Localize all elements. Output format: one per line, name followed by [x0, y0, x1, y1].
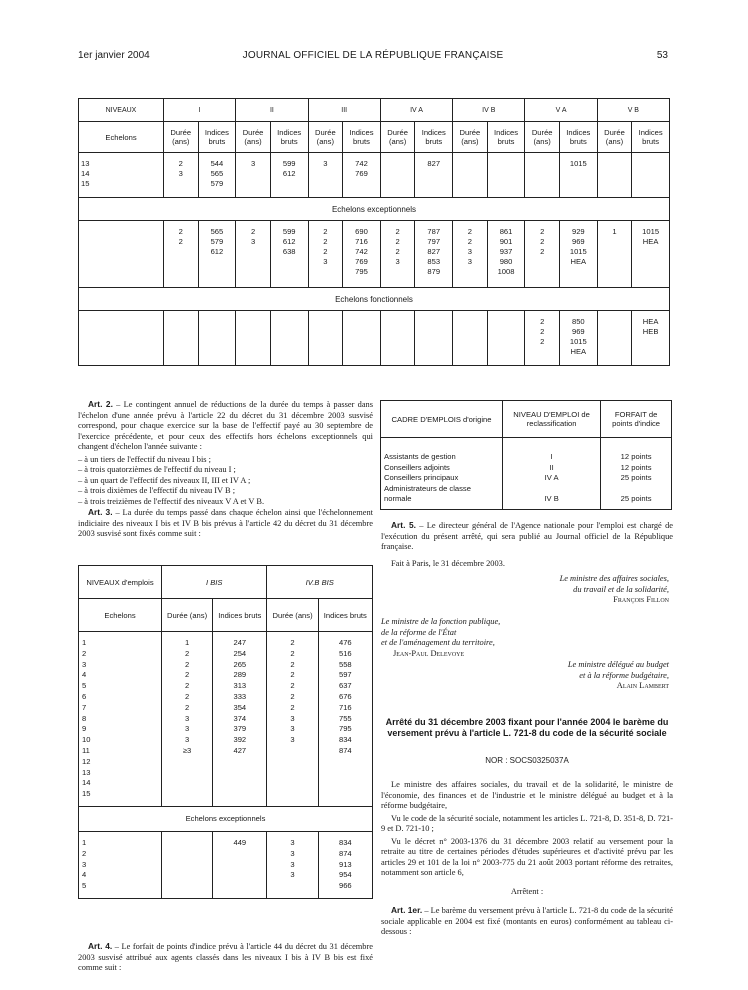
art4-paragraph	[78, 941, 373, 976]
level-header: IV A	[380, 99, 452, 122]
visa-1: Vu le code de la sécurité sociale, notamment les articles L. 721-8, D. 351-8, D. 721-9 et D. 721-10 ;	[381, 813, 673, 833]
bullet-item: – à trois treizièmes de l'effectif des niveaux V A et V B.	[78, 496, 265, 506]
echelon-labels-empty	[79, 311, 164, 366]
level-header: IV.B BIS	[267, 566, 373, 599]
indices-values: 1015	[559, 153, 597, 198]
level-header: V B	[597, 99, 669, 122]
indices-header: Indices bruts	[270, 122, 308, 153]
duree-header: Durée (ans)	[236, 122, 271, 153]
section-exceptionnels: Echelons exceptionnels	[79, 198, 670, 221]
duree-values: 3 3 3 3	[267, 831, 318, 898]
art3-label: Art. 3.	[88, 507, 113, 517]
niveau-header: NIVEAU D'EMPLOI de reclassification	[503, 401, 601, 438]
indices-values: 476 516 558 597 637 676 716 755 795 834 874	[318, 632, 372, 807]
indices-values: 850 969 1015 HEA	[559, 311, 597, 366]
echelon-labels-empty	[79, 221, 164, 288]
indices-header: Indices bruts	[559, 122, 597, 153]
duree-values	[380, 311, 415, 366]
duree-header: Durée (ans)	[453, 122, 488, 153]
indices-values: 247 254 265 289 313 333 354 374 379 392 427	[213, 632, 267, 807]
indices-values: 565 579 612	[198, 221, 236, 288]
forfait-header: FORFAIT de points d'indice	[601, 401, 672, 438]
duree-values: 2 3	[164, 153, 199, 198]
level-header: I BIS	[162, 566, 267, 599]
art5-paragraph	[381, 520, 673, 571]
signatory-name: Alain Lambert	[616, 681, 669, 690]
duree-values	[453, 153, 488, 198]
ibis-table	[78, 565, 373, 899]
forfait-values: 12 points 12 points 25 points 25 points	[601, 438, 672, 510]
indices-header: Indices bruts	[318, 599, 372, 632]
indices-values	[343, 311, 381, 366]
duree-values: 2 2 3 3	[453, 221, 488, 288]
arrete-body	[381, 780, 673, 940]
duree-values	[380, 153, 415, 198]
duree-values: 2 2 2 3	[308, 221, 343, 288]
indices-values: 599 612	[270, 153, 308, 198]
duree-values: 3	[236, 153, 271, 198]
duree-values: 1 2 2 2 2 2 2 3 3 3 ≥3	[162, 632, 213, 807]
bullet-item: – à trois quatorzièmes de l'effectif du niveau I ;	[78, 465, 236, 474]
bullet-item: – à un tiers de l'effectif du niveau I bis ;	[78, 454, 211, 464]
level-header: V A	[525, 99, 597, 122]
indices-values	[415, 311, 453, 366]
preamble: Le ministre des affaires sociales, du travail et de la solidarité, le ministre de l'économie, des finances et de l'industrie et le ministre délégué au budget et à la réforme budgétaire,	[381, 780, 673, 810]
bullet-item: – à trois dixièmes de l'effectif du niveau IV B ;	[78, 486, 236, 495]
indices-values	[198, 311, 236, 366]
indices-values: 861 901 937 980 1008	[487, 221, 525, 288]
art5-label: Art. 5.	[391, 520, 416, 530]
indices-values: 690 716 742 769 795	[343, 221, 381, 288]
arretent: Arrêtent :	[510, 886, 544, 896]
duree-header: Durée (ans)	[164, 122, 199, 153]
level-header: II	[236, 99, 308, 122]
duree-values: 2 2 2 2 2 2 2 3 3 3	[267, 632, 318, 807]
indices-header: Indices bruts	[343, 122, 381, 153]
duree-values	[164, 311, 199, 366]
art2-text: – Le contingent annuel de réductions de la durée du temps à passer dans l'échelon d'une année prévu à l'article 22 du décret du 31 décembre 2003 susvisé correspond, pour chaque exercice sur la base de l'effectif payé au 30 septembre de l'exercice précédente, et pour ceux des effectifs hors échelons exceptionnels qui changent d'échelon l'année suivante :	[78, 400, 373, 451]
duree-header: Durée (ans)	[525, 122, 560, 153]
duree-header: Durée (ans)	[308, 122, 343, 153]
signatory-name: Jean-Paul Delevoye	[393, 648, 465, 658]
page-number: 53	[656, 50, 668, 61]
duree-values	[525, 153, 560, 198]
left-column-text	[78, 399, 373, 542]
signature-block-2	[381, 617, 581, 659]
level-header: IV B	[453, 99, 525, 122]
indices-values	[487, 153, 525, 198]
duree-header: Durée (ans)	[267, 599, 318, 632]
art4-label: Art. 4.	[88, 941, 113, 951]
echelon-labels: 13 14 15	[79, 153, 164, 198]
art2-label: Art. 2.	[88, 399, 113, 409]
indices-header: Indices bruts	[487, 122, 525, 153]
indices-values: HEA HEB	[632, 311, 670, 366]
duree-values: 1	[597, 221, 632, 288]
indices-values: 827	[415, 153, 453, 198]
duree-values	[236, 311, 271, 366]
level-header: I	[164, 99, 236, 122]
section-fonctionnels: Echelons fonctionnels	[79, 288, 670, 311]
signatory-name: François Fillon	[613, 595, 669, 604]
indices-values	[632, 153, 670, 198]
cadre-header: CADRE D'EMPLOIS d'origine	[381, 401, 503, 438]
art4-text: – Le forfait de points d'indice prévu à l'article 44 du décret du 31 décembre 2003 susvisé attribué aux agents classés dans les niveaux I bis à IV B bis est fixé comme suit :	[78, 942, 373, 972]
signature-block-1	[381, 574, 669, 606]
cadre-values: Assistants de gestion Conseillers adjoints Conseillers principaux Administrateurs de classe normale	[381, 438, 503, 510]
duree-values: 2 2 2 3	[380, 221, 415, 288]
indices-values: 1015 HEA	[632, 221, 670, 288]
art3-text: – La durée du temps passé dans chaque échelon ainsi que l'échelonnement indiciaire des niveaux I bis et IV B bis prévus à l'article 42 du décret du 31 décembre 2003 susvisé sont fixés comme suit :	[78, 508, 373, 538]
indices-header: Indices bruts	[198, 122, 236, 153]
niveau-values: I II IV A IV B	[503, 438, 601, 510]
echelons-header: Echelons	[79, 599, 162, 632]
indices-values: 742 769	[343, 153, 381, 198]
indices-header: Indices bruts	[415, 122, 453, 153]
signatory-title: Le ministre de la fonction publique, de la réforme de l'État et de l'aménagement du territoire,	[381, 617, 501, 647]
fait-a-paris: Fait à Paris, le 31 décembre 2003.	[391, 558, 505, 568]
duree-values	[453, 311, 488, 366]
duree-values: 2 2 2	[525, 311, 560, 366]
level-header: III	[308, 99, 380, 122]
indices-values	[270, 311, 308, 366]
art1-text: – Le barème du versement prévu à l'article L. 721-8 du code de la sécurité sociale applicable en 2004 est fixé (montants en euros) conformément au tableau ci-dessous :	[381, 906, 673, 936]
indices-values: 449	[213, 831, 267, 898]
header-date: 1er janvier 2004	[78, 50, 150, 61]
art1-label: Art. 1er.	[391, 905, 423, 915]
niveaux-header: NIVEAUX	[79, 99, 164, 122]
echelons-table	[78, 98, 670, 366]
indices-values: 929 969 1015 HEA	[559, 221, 597, 288]
duree-header: Durée (ans)	[597, 122, 632, 153]
duree-values: 3	[308, 153, 343, 198]
duree-values: 2 2 2	[525, 221, 560, 288]
duree-values	[162, 831, 213, 898]
duree-values: 2 2	[164, 221, 199, 288]
niveaux-emplois-header: NIVEAUX d'emplois	[79, 566, 162, 599]
arrete-title: Arrêté du 31 décembre 2003 fixant pour l'année 2004 le barème du versement prévu à l'article L. 721-8 du code de la sécurité sociale	[385, 717, 669, 738]
duree-header: Durée (ans)	[380, 122, 415, 153]
signatory-title: Le ministre des affaires sociales, du travail et de la solidarité,	[559, 574, 669, 594]
indices-values	[487, 311, 525, 366]
section-exceptionnels: Echelons exceptionnels	[79, 806, 373, 831]
indices-values: 544 565 579	[198, 153, 236, 198]
journal-title: JOURNAL OFFICIEL DE LA RÉPUBLIQUE FRANÇAISE	[242, 50, 504, 61]
signature-block-3	[381, 660, 669, 692]
bullet-item: – à un quart de l'effectif des niveaux II, III et IV A ;	[78, 475, 251, 485]
duree-header: Durée (ans)	[162, 599, 213, 632]
duree-values: 2 3	[236, 221, 271, 288]
visa-2: Vu le décret n° 2003-1376 du 31 décembre 2003 relatif au versement pour la retraite au titre de certaines périodes d'études supérieures et d'activité prévu par les articles 29 et 101 de la loi n° 2003-775 du 21 août 2003 portant réforme des retraites, notamment son article 6,	[381, 836, 673, 877]
indices-values: 834 874 913 954 966	[318, 831, 372, 898]
indices-values: 599 612 638	[270, 221, 308, 288]
indices-header: Indices bruts	[213, 599, 267, 632]
duree-values	[597, 311, 632, 366]
echelon-labels: 1 2 3 4 5	[79, 831, 162, 898]
signatory-title: Le ministre délégué au budget et à la réforme budgétaire,	[567, 660, 669, 680]
echelon-labels: 1 2 3 4 5 6 7 8 9 10 11 12 13 14 15	[79, 632, 162, 807]
nor-reference: NOR : SOCS0325037A	[485, 756, 569, 765]
duree-values	[597, 153, 632, 198]
indices-header: Indices bruts	[632, 122, 670, 153]
indices-values: 787 797 827 853 879	[415, 221, 453, 288]
echelons-header: Echelons	[79, 122, 164, 153]
forfait-table	[380, 400, 672, 510]
art5-text: – Le directeur général de l'Agence nationale pour l'emploi est chargé de l'exécution du présent arrêté, qui sera publié au Journal officiel de la République française.	[381, 521, 673, 551]
duree-values	[308, 311, 343, 366]
